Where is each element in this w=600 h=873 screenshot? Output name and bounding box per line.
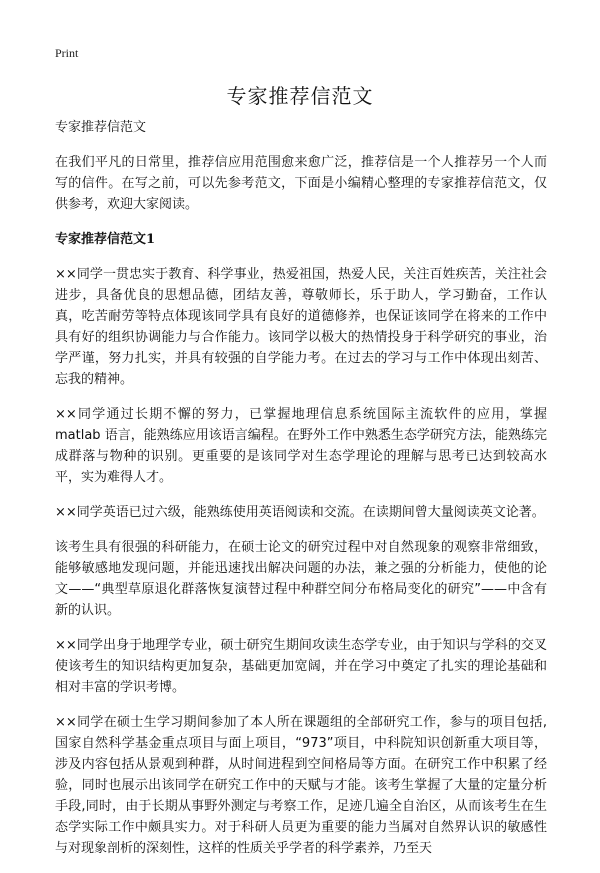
- print-link[interactable]: Print: [55, 46, 79, 60]
- body-paragraph-1: ××同学一贯忠实于教育、科学事业，热爱祖国，热爱人民，关注百姓疾苦，关注社会进步，具备优良的思想品德，团结友善，尊敬师长，乐于助人，学习勤奋，工作认真，吃苦耐劳等特点体现该同学具有良好的道德修养，也保证该同学在将来的工作中具有好的组织协调能力与合作能力。该同学以极大的热情投身于科学研究的事业，治学严谨，努力扎实，并具有较强的自学能力考。在过去的学习与工作中体现出刻苦、忘我的精神。: [55, 267, 547, 387]
- page-title: 专家推荐信范文: [226, 84, 374, 108]
- body-paragraph-5: ××同学出身于地理学专业，硕士研究生期间攻读生态学专业，由于知识与学科的交叉使该考生的知识结构更加复杂，基础更加宽阔，并在学习中奠定了扎实的理论基础和相对丰富的学识考博。: [55, 638, 547, 695]
- body-paragraph-3: ××同学英语已过六级，能熟练使用英语阅读和交流。在读期间曾大量阅读英文论著。: [55, 505, 545, 520]
- document-subtitle: 专家推荐信范文: [55, 120, 147, 135]
- intro-paragraph: 在我们平凡的日常里，推荐信应用范围愈来愈广泛，推荐信是一个人推荐另一个人而写的信件。在写之前，可以先参考范文，下面是小编精心整理的专家推荐信范文，仅供参考，欢迎大家阅读。: [55, 155, 547, 212]
- section-heading: 专家推荐信范文1: [55, 232, 156, 247]
- body-paragraph-6: ××同学在硕士生学习期间参加了本人所在课题组的全部研究工作，参与的项目包括,国家自然科学基金重点项目与面上项目，“973”项目，中科院知识创新重大项目等，涉及内容包括从景观到种群，从时间进程到空间格局等方面。在研究工作中积累了经验，同时也展示出该同学在研究工作中的天赋与才能。该考生掌握了大量的定量分析手段,同时，由于长期从事野外测定与考察工作，足迹几遍全自治区，从而该考生在生态学实际工作中颇具实力。对于科研人员更为重要的能力当属对自然界认识的敏感性与对现象剖析的深刻性，这样的性质关乎学者的科学素养，乃至天: [55, 715, 547, 856]
- document-body: [55, 117, 547, 873]
- body-paragraph-4: 该考生具有很强的科研能力，在硕士论文的研究过程中对自然现象的观察非常细致，能够敏感地发现问题，并能迅速找出解决问题的办法，兼之强的分析能力，使他的论文——“典型草原退化群落恢复演替过程中种群空间分布格局变化的研究”——中含有新的认识。: [55, 540, 547, 618]
- body-paragraph-2: ××同学通过长期不懈的努力，已掌握地理信息系统国际主流软件的应用，掌握matlab 语言，能熟练应用该语言编程。在野外工作中熟悉生态学研究方法，能熟练完成群落与物种的识别。更重要的是该同学对生态学理论的理解与思考已达到较高水平，实为难得人才。: [55, 407, 547, 485]
